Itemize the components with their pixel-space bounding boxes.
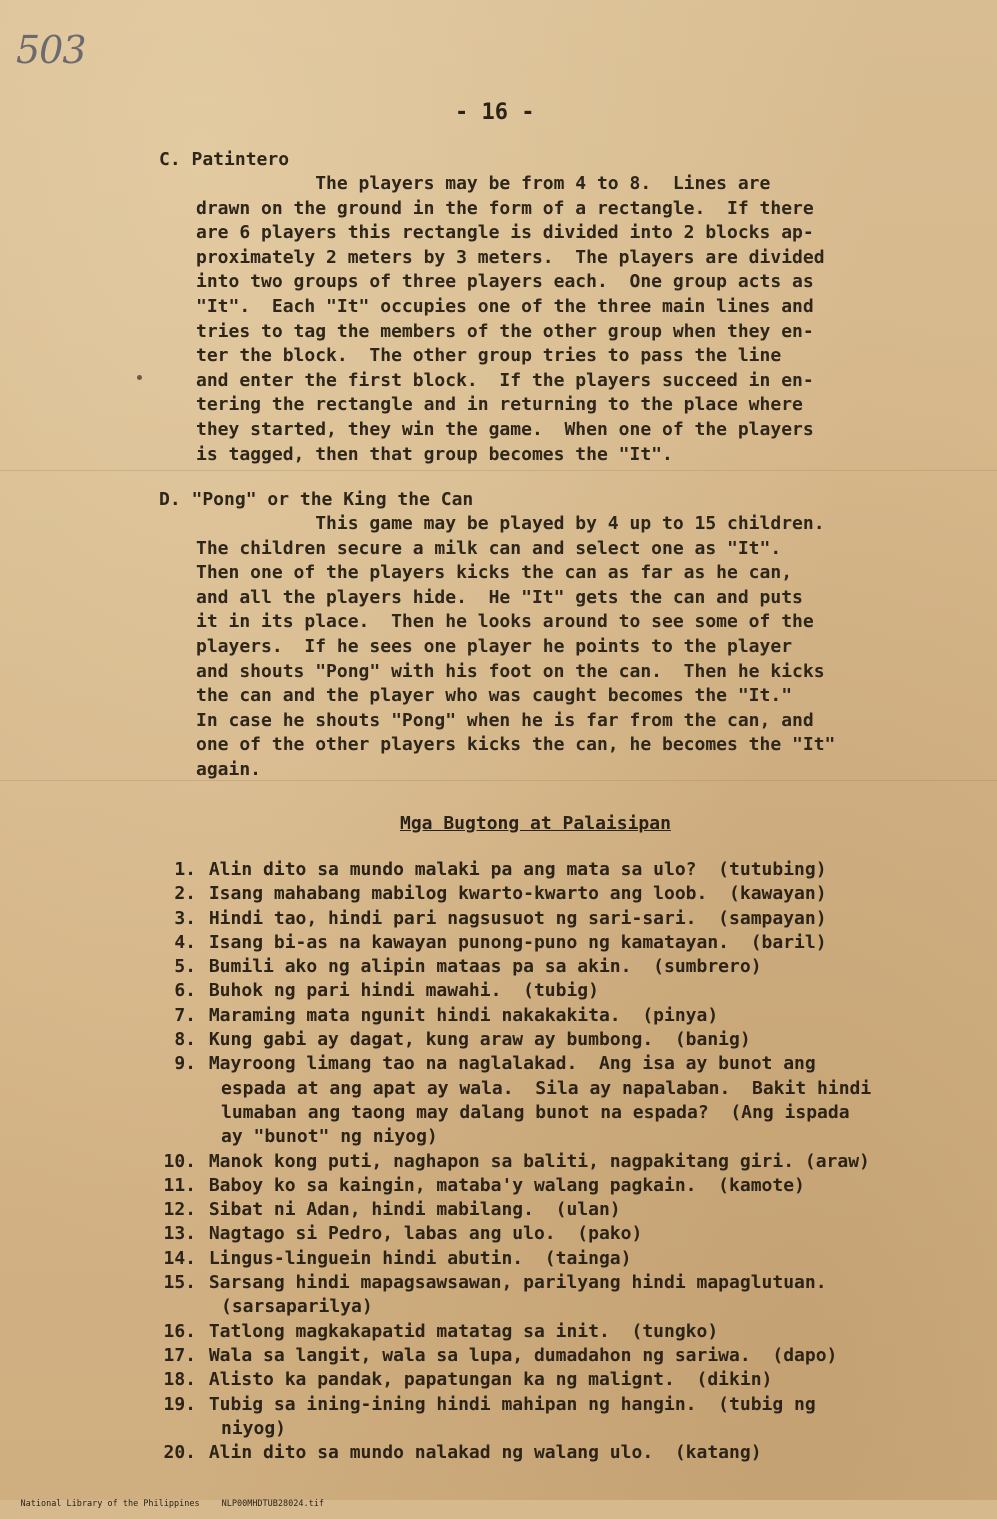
section-c-line: is tagged, then that group becomes the "It". xyxy=(196,443,673,465)
riddle-text: Manok kong puti, naghapon sa baliti, nagpakitang giri. (araw) xyxy=(208,1150,870,1172)
riddle-text: (sarsaparilya) xyxy=(221,1296,373,1318)
riddle-line xyxy=(140,1101,871,1125)
riddle-line xyxy=(140,1344,871,1368)
riddle-line xyxy=(140,1004,871,1028)
riddle-text: lumaban ang taong may dalang bunot na espada? (Ang ispada xyxy=(221,1101,850,1123)
section-c-line: tries to tag the members of the other group when they en- xyxy=(196,320,814,342)
margin-dot xyxy=(137,375,142,380)
riddle-number: 15. xyxy=(163,1272,196,1294)
section-c-line: proximately 2 meters by 3 meters. The players are divided xyxy=(196,246,825,268)
footer-library: National Library of the Philippines xyxy=(20,1499,200,1509)
section-c-line: ter the block. The other group tries to pass the line xyxy=(196,345,782,367)
riddle-line xyxy=(140,1320,871,1344)
riddle-text: ay "bunot" ng niyog) xyxy=(221,1126,438,1148)
section-c-line: "It". Each "It" occupies one of the three main lines and xyxy=(196,295,814,317)
scan-footer xyxy=(0,1489,346,1519)
riddle-text: Alisto ka pandak, papatungan ka ng malignt. (dikin) xyxy=(208,1369,773,1391)
riddle-number: 16. xyxy=(163,1320,196,1342)
riddle-number: 13. xyxy=(163,1223,196,1245)
riddle-text: niyog) xyxy=(221,1417,287,1439)
section-d-heading: D. "Pong" or the King the Can xyxy=(159,489,474,510)
riddle-text: espada at ang apat ay wala. Sila ay napalaban. Bakit hindi xyxy=(221,1077,872,1099)
riddle-text: Lingus-linguein hindi abutin. (tainga) xyxy=(208,1247,632,1269)
riddle-text: Alin dito sa mundo nalakad ng walang ulo. (katang) xyxy=(208,1442,762,1464)
section-d-line: This game may be played by 4 up to 15 children. xyxy=(196,513,825,534)
riddle-line xyxy=(140,1125,871,1149)
riddle-number: 11. xyxy=(163,1174,196,1196)
section-c-line: are 6 players this rectangle is divided into 2 blocks ap- xyxy=(196,222,814,244)
riddle-text: Maraming mata ngunit hindi nakakakita. (pinya) xyxy=(208,1004,719,1026)
footer-file-id: NLP00MHDTUB28024.tif xyxy=(221,1499,324,1509)
riddle-text: Isang mahabang mabilog kwarto-kwarto ang loob. (kawayan) xyxy=(208,883,827,905)
section-d-line: and shouts "Pong" with his foot on the can. Then he kicks xyxy=(196,660,825,682)
riddle-line xyxy=(140,1174,871,1198)
riddle-line xyxy=(140,1198,871,1222)
riddle-line xyxy=(140,1393,871,1417)
riddles-heading: Mga Bugtong at Palaisipan xyxy=(400,813,671,834)
riddle-text: Alin dito sa mundo malaki pa ang mata sa ulo? (tutubing) xyxy=(208,859,827,880)
riddle-number: 17. xyxy=(163,1344,196,1366)
riddle-text: Hindi tao, hindi pari nagsusuot ng sari-sari. (sampayan) xyxy=(208,907,827,929)
riddle-line xyxy=(140,1052,871,1076)
riddle-text: Baboy ko sa kaingin, mataba'y walang pagkain. (kamote) xyxy=(208,1174,805,1196)
riddle-text: Sarsang hindi mapagsawsawan, parilyang hindi mapaglutuan. xyxy=(208,1272,827,1294)
section-c-line: drawn on the ground in the form of a rectangle. If there xyxy=(196,197,814,219)
section-d-line: one of the other players kicks the can, he becomes the "It" xyxy=(196,734,836,756)
riddle-line xyxy=(140,858,871,882)
riddle-number: 5. xyxy=(174,956,196,978)
section-d-line: the can and the player who was caught becomes the "It." xyxy=(196,685,793,707)
section-c-line: they started, they win the game. When one of the players xyxy=(196,418,814,440)
section-c-line: tering the rectangle and in returning to the place where xyxy=(196,394,803,416)
riddle-number: 9. xyxy=(174,1053,196,1075)
section-d-line: players. If he sees one player he points to the player xyxy=(196,635,793,657)
riddle-line xyxy=(140,931,871,955)
riddle-text: Tubig sa ining-ining hindi mahipan ng hangin. (tubig ng xyxy=(208,1393,816,1415)
riddle-line xyxy=(140,1295,871,1319)
riddle-number: 18. xyxy=(163,1369,196,1391)
riddle-number: 14. xyxy=(163,1247,196,1269)
riddle-line xyxy=(140,1417,871,1441)
section-d-line: it in its place. Then he looks around to see some of the xyxy=(196,611,814,633)
riddle-number: 20. xyxy=(163,1442,196,1464)
riddle-number: 10. xyxy=(163,1150,196,1172)
riddle-text: Mayroong limang tao na naglalakad. Ang isa ay bunot ang xyxy=(208,1053,816,1075)
riddle-text: Tatlong magkakapatid matatag sa init. (tungko) xyxy=(208,1320,719,1342)
riddle-text: Kung gabi ay dagat, kung araw ay bumbong. (banig) xyxy=(208,1029,751,1051)
riddle-line xyxy=(140,1150,871,1174)
riddle-line xyxy=(140,1077,871,1101)
section-d-line: The children secure a milk can and select one as "It". xyxy=(196,537,782,559)
riddle-number: 7. xyxy=(174,1004,196,1026)
page-number: - 16 - xyxy=(455,100,535,125)
riddle-number: 4. xyxy=(174,931,196,953)
riddle-number: 12. xyxy=(163,1199,196,1221)
section-c-heading: C. Patintero xyxy=(159,149,290,170)
riddle-line xyxy=(140,955,871,979)
riddle-text: Sibat ni Adan, hindi mabilang. (ulan) xyxy=(208,1199,621,1221)
riddle-line xyxy=(140,882,871,906)
folio-number: 503 xyxy=(16,28,86,72)
riddle-line xyxy=(140,1222,871,1246)
riddle-line xyxy=(140,1441,871,1465)
riddle-line xyxy=(140,1247,871,1271)
section-c-line: The players may be from 4 to 8. Lines are xyxy=(196,173,771,194)
riddle-line xyxy=(140,1368,871,1392)
riddle-number: 1. xyxy=(174,859,196,880)
riddles-list xyxy=(140,858,871,1465)
riddle-number: 19. xyxy=(163,1393,196,1415)
riddle-line xyxy=(140,979,871,1003)
riddle-text: Buhok ng pari hindi mawahi. (tubig) xyxy=(208,980,599,1002)
riddle-line xyxy=(140,907,871,931)
riddle-number: 2. xyxy=(174,883,196,905)
section-c-line: into two groups of three players each. One group acts as xyxy=(196,271,814,293)
section-d-body xyxy=(196,512,835,783)
section-d-line: and all the players hide. He "It" gets the can and puts xyxy=(196,586,803,608)
section-d-line: again. xyxy=(196,758,262,780)
riddle-text: Nagtago si Pedro, labas ang ulo. (pako) xyxy=(208,1223,643,1245)
riddle-number: 3. xyxy=(174,907,196,929)
section-c-line: and enter the first block. If the players succeed in en- xyxy=(196,369,814,391)
section-d-line: In case he shouts "Pong" when he is far from the can, and xyxy=(196,709,814,731)
riddle-text: Bumili ako ng alipin mataas pa sa akin. (sumbrero) xyxy=(208,956,762,978)
riddle-text: Isang bi-as na kawayan punong-puno ng kamatayan. (baril) xyxy=(208,931,827,953)
section-d-line: Then one of the players kicks the can as far as he can, xyxy=(196,562,793,584)
riddle-number: 8. xyxy=(174,1029,196,1051)
riddle-line xyxy=(140,1271,871,1295)
riddle-number: 6. xyxy=(174,980,196,1002)
section-c-body xyxy=(196,172,825,467)
riddle-line xyxy=(140,1028,871,1052)
riddle-text: Wala sa langit, wala sa lupa, dumadahon ng sariwa. (dapo) xyxy=(208,1344,838,1366)
